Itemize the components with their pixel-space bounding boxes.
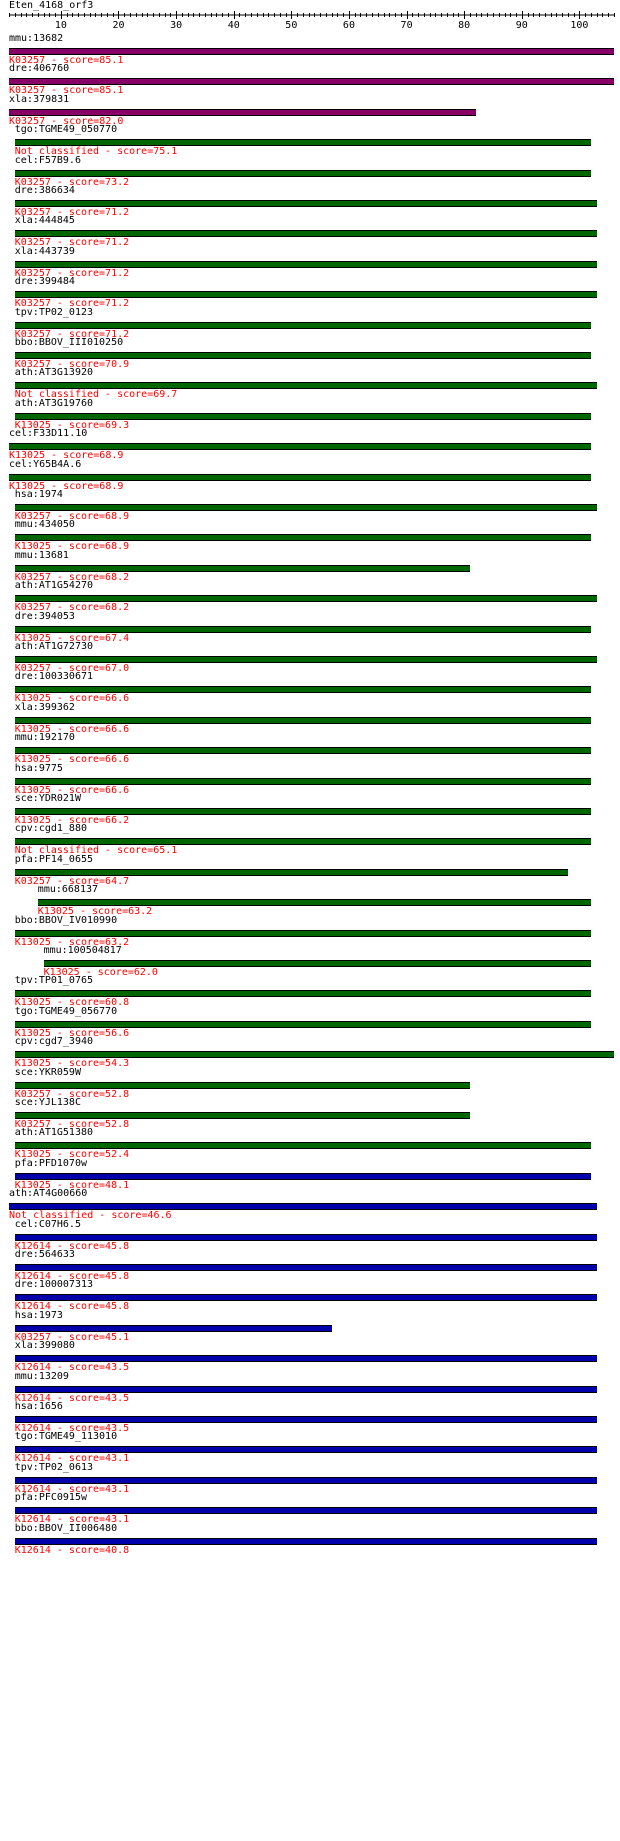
hit-score-label: K03257 - score=64.7 — [14, 875, 130, 887]
hit-name[interactable]: mmu:13209 — [14, 1370, 69, 1382]
hit-name[interactable]: cel:F57B9.6 — [14, 154, 81, 166]
hit-bar — [15, 291, 597, 298]
hit-bar — [15, 930, 591, 937]
hit-bar — [9, 1203, 597, 1210]
hit-bar — [15, 595, 597, 602]
ruler-tick-label: 70 — [400, 20, 413, 30]
hit-bar — [15, 808, 591, 815]
hit-name[interactable]: ath:AT1G72730 — [14, 641, 94, 652]
hit-score-label: K12614 - score=43.1 — [14, 1453, 130, 1465]
hit-bar — [15, 626, 591, 633]
hit-score-label: Not classified - score=46.6 — [9, 1210, 172, 1222]
hit-score-label: K13025 - score=67.4 — [14, 632, 130, 644]
hit-bar — [15, 1386, 597, 1393]
hit-name[interactable]: dre:100007313 — [14, 1279, 94, 1291]
hit-name[interactable]: tpv:TP02_0613 — [14, 1461, 94, 1473]
hit-bar — [15, 1355, 597, 1362]
hit-bar — [15, 1021, 591, 1028]
hit-score-label: K03257 - score=68.2 — [14, 571, 130, 583]
hit-score-label: K03257 - score=52.8 — [14, 1119, 130, 1130]
hit-bar — [15, 1264, 597, 1271]
hit-bar — [15, 139, 591, 146]
hit-score-label: K13025 - score=66.2 — [14, 815, 130, 826]
hit-bar — [15, 1082, 470, 1089]
hit-bar — [15, 686, 591, 693]
hit-score-label: K03257 - score=68.9 — [14, 511, 130, 522]
hit-name[interactable]: hsa:1656 — [14, 1401, 63, 1412]
hit-name[interactable]: tgo:TGME49_050770 — [14, 124, 118, 136]
hit-bar — [15, 1325, 332, 1332]
hit-score-label: K03257 - score=70.9 — [14, 359, 130, 370]
hit-score-label: K12614 - score=43.1 — [14, 1483, 130, 1495]
hit-bar — [15, 1173, 591, 1180]
hit-bar — [15, 170, 591, 177]
hit-score-label: K13025 - score=63.2 — [37, 906, 153, 918]
hit-score-label: Not classified - score=75.1 — [14, 146, 178, 158]
hit-name[interactable]: cel:C07H6.5 — [14, 1218, 81, 1230]
hit-name[interactable]: tgo:TGME49_056770 — [14, 1005, 118, 1017]
hit-bar — [15, 990, 591, 997]
hit-name[interactable]: dre:394053 — [14, 610, 75, 622]
hit-name[interactable]: pfa:PFC0915w — [14, 1492, 87, 1504]
hit-bar — [15, 717, 591, 724]
ruler-tick-label: 100 — [570, 20, 589, 30]
hit-score-label: Not classified - score=65.1 — [14, 845, 178, 857]
hit-score-label: Not classified - score=69.7 — [14, 389, 178, 401]
hit-bar — [15, 1051, 614, 1058]
ruler-tick-label: 90 — [515, 20, 528, 30]
hit-bar — [15, 261, 597, 268]
ruler-tick-label: 10 — [54, 20, 67, 30]
hit-score-label: K13025 - score=56.6 — [14, 1027, 130, 1039]
hit-bar — [15, 1416, 597, 1423]
hit-score-label: K12614 - score=43.5 — [14, 1392, 130, 1404]
hit-name[interactable]: cel:Y65B4A.6 — [9, 458, 82, 470]
hit-name[interactable]: sce:YDR021W — [14, 793, 81, 804]
ruler-tick-label: 30 — [170, 20, 183, 30]
ruler-tick-label: 40 — [227, 20, 240, 30]
hit-name[interactable]: xla:399080 — [14, 1340, 75, 1352]
hit-bar — [15, 656, 597, 663]
hit-score-label: K12614 - score=45.8 — [14, 1271, 130, 1282]
hit-score-label: K13025 - score=68.9 — [9, 480, 124, 492]
hit-name[interactable]: ath:AT1G51380 — [14, 1127, 94, 1139]
hit-bar — [9, 78, 614, 85]
hit-score-label: K13025 - score=48.1 — [14, 1179, 130, 1191]
hit-score-label: K12614 - score=40.8 — [14, 1544, 130, 1556]
hit-bar — [15, 1507, 597, 1514]
hit-bar — [9, 443, 591, 450]
hit-bar — [15, 230, 597, 237]
hit-bar — [15, 1112, 470, 1119]
hit-bar — [9, 109, 476, 116]
hit-bar — [9, 474, 591, 481]
hit-bar — [15, 413, 591, 420]
hit-bar — [15, 534, 591, 541]
hit-score-label: K13025 - score=68.9 — [9, 450, 124, 462]
hit-name[interactable]: mmu:13682 — [9, 33, 64, 44]
hit-name[interactable]: tpv:TP02_0123 — [14, 306, 94, 318]
hit-name[interactable]: ath:AT3G19760 — [14, 397, 94, 409]
hit-score-label: K13025 - score=60.8 — [14, 997, 130, 1009]
page-title: Eten_4168_orf3 — [9, 0, 94, 11]
hit-score-label: K03257 - score=73.2 — [14, 176, 130, 188]
ruler-tick-label: 20 — [112, 20, 125, 30]
hit-score-label: K03257 - score=52.8 — [14, 1088, 130, 1100]
hit-bar — [15, 1446, 597, 1453]
hit-name[interactable]: mmu:100504817 — [43, 945, 122, 956]
hit-bar — [38, 899, 591, 906]
hit-bar — [44, 960, 591, 967]
hit-score-label: K13025 - score=66.6 — [14, 693, 130, 705]
hit-score-label: K03257 - score=67.0 — [14, 663, 130, 674]
hit-bar — [15, 1538, 597, 1545]
hit-name[interactable]: ath:AT3G13920 — [14, 367, 94, 379]
hit-score-label: K03257 - score=68.2 — [14, 602, 130, 614]
hit-score-label: K13025 - score=69.3 — [14, 419, 130, 431]
hit-name[interactable]: pfa:PFD1070w — [14, 1157, 87, 1169]
hit-score-label: K13025 - score=63.2 — [14, 936, 130, 948]
hit-name[interactable]: hsa:9775 — [14, 762, 63, 774]
hit-score-label: K12614 - score=43.1 — [14, 1514, 130, 1526]
hit-bar — [15, 200, 597, 207]
ruler-tick-label: 60 — [342, 20, 355, 30]
hit-bar — [15, 565, 470, 572]
hit-score-label: K13025 - score=66.6 — [14, 784, 130, 796]
hit-score-label: K13025 - score=54.3 — [14, 1058, 130, 1070]
hit-name[interactable]: sce:YJL138C — [14, 1097, 81, 1108]
hit-name[interactable]: ath:AT1G54270 — [14, 580, 94, 592]
hit-name[interactable]: xla:379831 — [9, 93, 70, 105]
hit-name[interactable]: xla:444845 — [14, 215, 75, 227]
hit-score-label: K13025 - score=66.6 — [14, 754, 130, 766]
hit-score-label: K03257 - score=85.1 — [9, 55, 124, 66]
hit-name[interactable]: dre:386634 — [14, 185, 75, 196]
hit-name[interactable]: sce:YKR059W — [14, 1066, 81, 1078]
hit-score-label: K13025 - score=68.9 — [14, 541, 130, 553]
hit-name[interactable]: bbo:BBOV_II006480 — [14, 1522, 118, 1534]
ruler-tick-label: 80 — [458, 20, 471, 30]
hit-score-label: K03257 - score=85.1 — [9, 85, 124, 97]
hit-name[interactable]: dre:406760 — [9, 63, 70, 75]
hit-score-label: K12614 - score=45.8 — [14, 1301, 130, 1313]
hit-score-label: K03257 - score=71.2 — [14, 237, 130, 249]
hit-name[interactable]: pfa:PF14_0655 — [14, 853, 94, 865]
hit-bar — [15, 1477, 597, 1484]
hit-bar — [9, 48, 614, 55]
hit-name[interactable]: bbo:BBOV_IV010990 — [14, 914, 118, 926]
hit-name[interactable]: mmu:668137 — [37, 884, 99, 896]
hit-bar — [15, 322, 591, 329]
hit-score-label: K12614 - score=43.5 — [14, 1362, 130, 1374]
hit-name[interactable]: bbo:BBOV_III010250 — [14, 337, 124, 348]
hit-name[interactable]: mmu:434050 — [14, 519, 75, 531]
hit-name[interactable]: xla:443739 — [14, 245, 75, 257]
hit-bar — [15, 778, 591, 785]
hit-bar — [15, 747, 591, 754]
hit-bar — [15, 869, 568, 876]
ruler-tick-label: 50 — [285, 20, 298, 30]
hit-bar — [15, 352, 591, 359]
hit-score-label: K12614 - score=43.5 — [14, 1423, 130, 1434]
hit-score-label: K03257 - score=71.2 — [14, 207, 130, 218]
hit-score-label: K13025 - score=52.4 — [14, 1149, 130, 1161]
hit-name[interactable]: xla:399362 — [14, 701, 75, 713]
hit-name[interactable]: tpv:TP01_0765 — [14, 975, 94, 987]
hit-score-label: K03257 - score=45.1 — [14, 1331, 130, 1343]
hit-bar — [15, 504, 597, 511]
hit-name[interactable]: dre:399484 — [14, 276, 75, 288]
hit-name[interactable]: hsa:1973 — [14, 1309, 63, 1321]
hit-name[interactable]: dre:100330671 — [14, 671, 94, 683]
hit-score-label: K03257 - score=71.2 — [14, 298, 130, 310]
hit-bar — [15, 1142, 591, 1149]
hit-score-label: K12614 - score=45.8 — [14, 1240, 130, 1252]
hit-bar — [15, 838, 591, 845]
hit-name[interactable]: cpv:cgd1_880 — [14, 823, 87, 835]
hit-name[interactable]: mmu:13681 — [14, 549, 69, 561]
hit-score-label: K03257 - score=71.2 — [14, 267, 130, 279]
hit-bar — [15, 1294, 597, 1301]
hit-name[interactable]: mmu:192170 — [14, 732, 75, 744]
hit-row — [0, 1523, 620, 1559]
hit-name[interactable]: ath:AT4G00660 — [9, 1188, 88, 1200]
hit-score-label: K03257 - score=82.0 — [9, 115, 124, 127]
hit-bar — [15, 382, 597, 389]
hit-name[interactable]: cpv:cgd7_3940 — [14, 1036, 94, 1048]
hit-score-label: K13025 - score=62.0 — [43, 967, 158, 978]
hit-bar — [15, 1234, 597, 1241]
hit-name[interactable]: cel:F33D11.10 — [9, 428, 88, 440]
hit-name[interactable]: hsa:1974 — [14, 489, 63, 500]
hit-name[interactable]: dre:564633 — [14, 1249, 75, 1260]
hit-score-label: K03257 - score=71.2 — [14, 328, 130, 340]
hit-score-label: K13025 - score=66.6 — [14, 723, 130, 735]
hit-name[interactable]: tgo:TGME49_113010 — [14, 1431, 118, 1443]
